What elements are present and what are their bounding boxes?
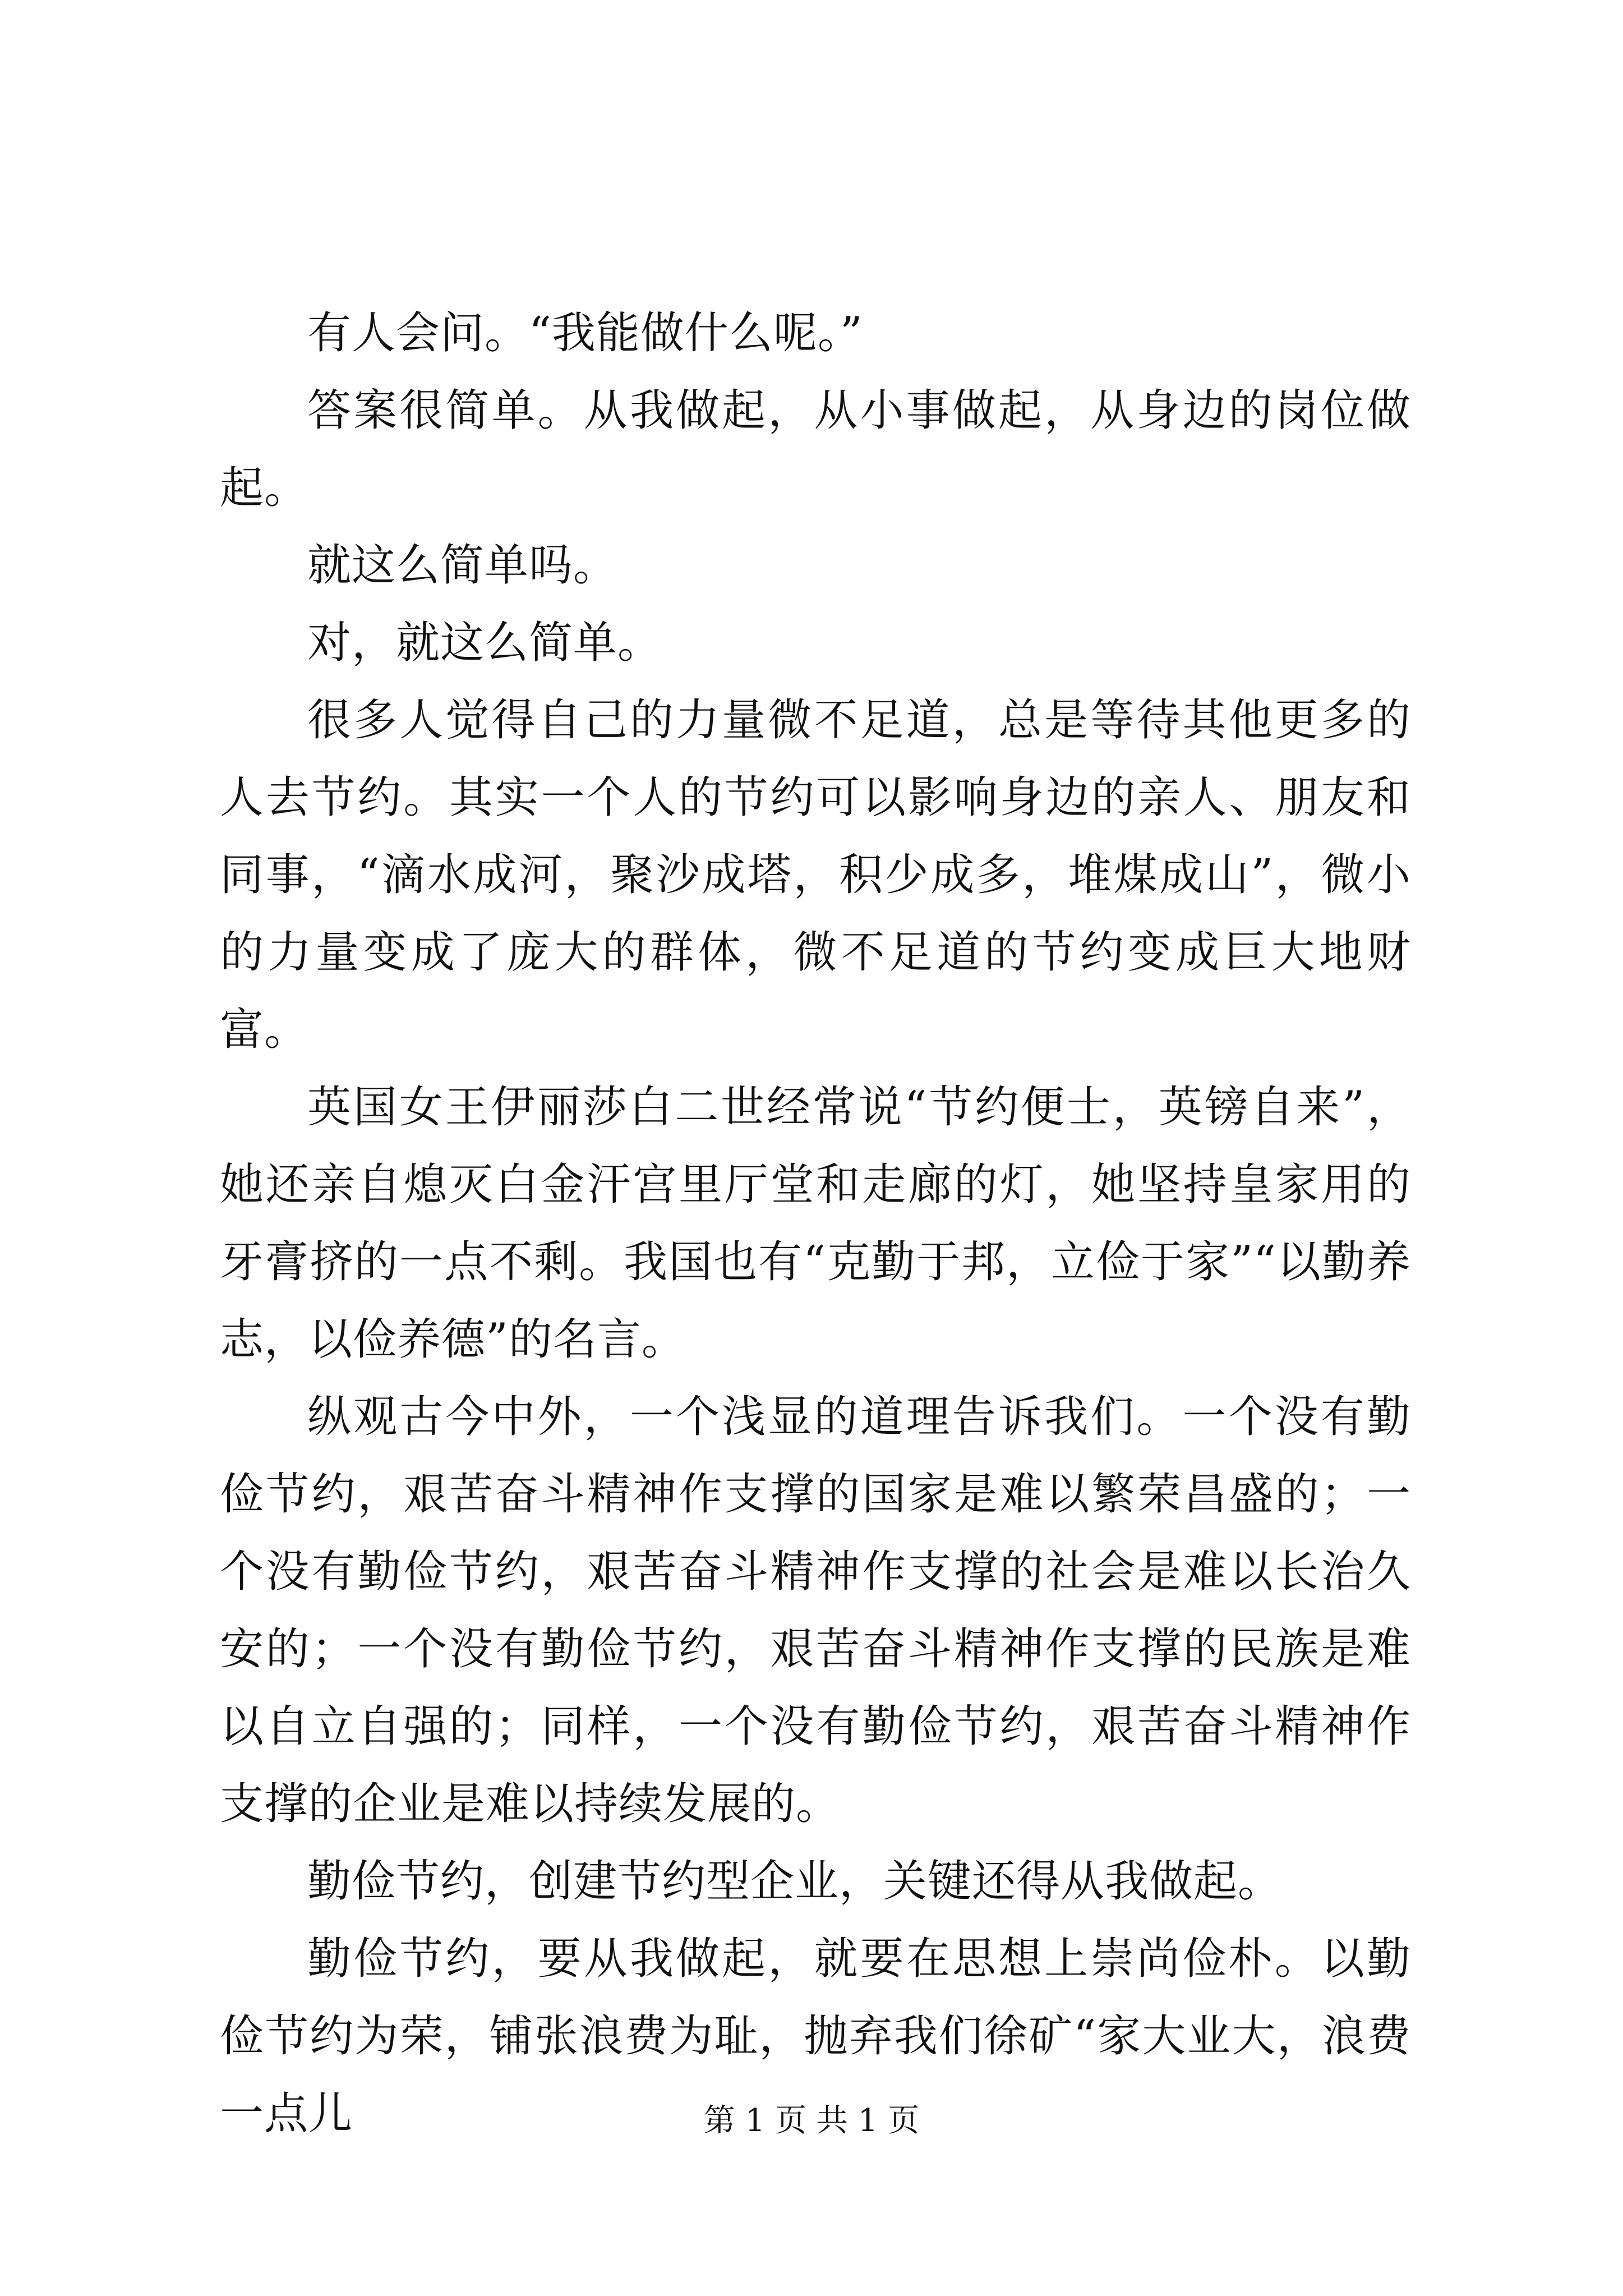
- paragraph-small-power: 很多人觉得自己的力量微不足道，总是等待其他更多的人去节约。其实一个人的节约可以影响身边的亲人、朋友和同事，“滴水成河，聚沙成塔，积少成多，堆煤成山”，微小的力量变成了庞大的群体，微不足道的节约变成巨大地财富。: [220, 695, 1411, 1055]
- page-footer: 第 1 页 共 1 页: [703, 2102, 920, 2139]
- paragraph-yes-simple: 对，就这么简单。: [307, 618, 662, 668]
- paragraph-start-with-me: 勤俭节约，创建节约型企业，关键还得从我做起。: [307, 1856, 1283, 1907]
- paragraph-question: 有人会问。“我能做什么呢。”: [307, 308, 863, 358]
- paragraph-history-lesson: 纵观古今中外，一个浅显的道理告诉我们。一个没有勤俭节约，艰苦奋斗精神作支撑的国家是难以繁荣昌盛的；一个没有勤俭节约，艰苦奋斗精神作支撑的社会是难以长治久安的；一个没有勤俭节约，艰苦奋斗精神作支撑的民族是难以自立自强的；同样，一个没有勤俭节约，艰苦奋斗精神作支撑的企业是难以持续发展的。: [220, 1392, 1411, 1829]
- paragraph-thrift-thinking: 勤俭节约，要从我做起，就要在思想上崇尚俭朴。以勤俭节约为荣，铺张浪费为耻，抛弃我们徐矿“家大业大，浪费一点儿: [220, 1934, 1411, 2139]
- document-body: [220, 295, 1411, 2152]
- paragraph-answer: 答案很简单。从我做起，从小事做起，从身边的岗位做起。: [220, 385, 1411, 513]
- paragraph-is-it-simple: 就这么简单吗。: [307, 540, 618, 591]
- paragraph-queen-example: 英国女王伊丽莎白二世经常说“节约便士，英镑自来”，她还亲自熄灭白金汗宫里厅堂和走廊的灯，她坚持皇家用的牙膏挤的一点不剩。我国也有“克勤于邦，立俭于家”“以勤养志，以俭养德”的名言。: [220, 1082, 1411, 1365]
